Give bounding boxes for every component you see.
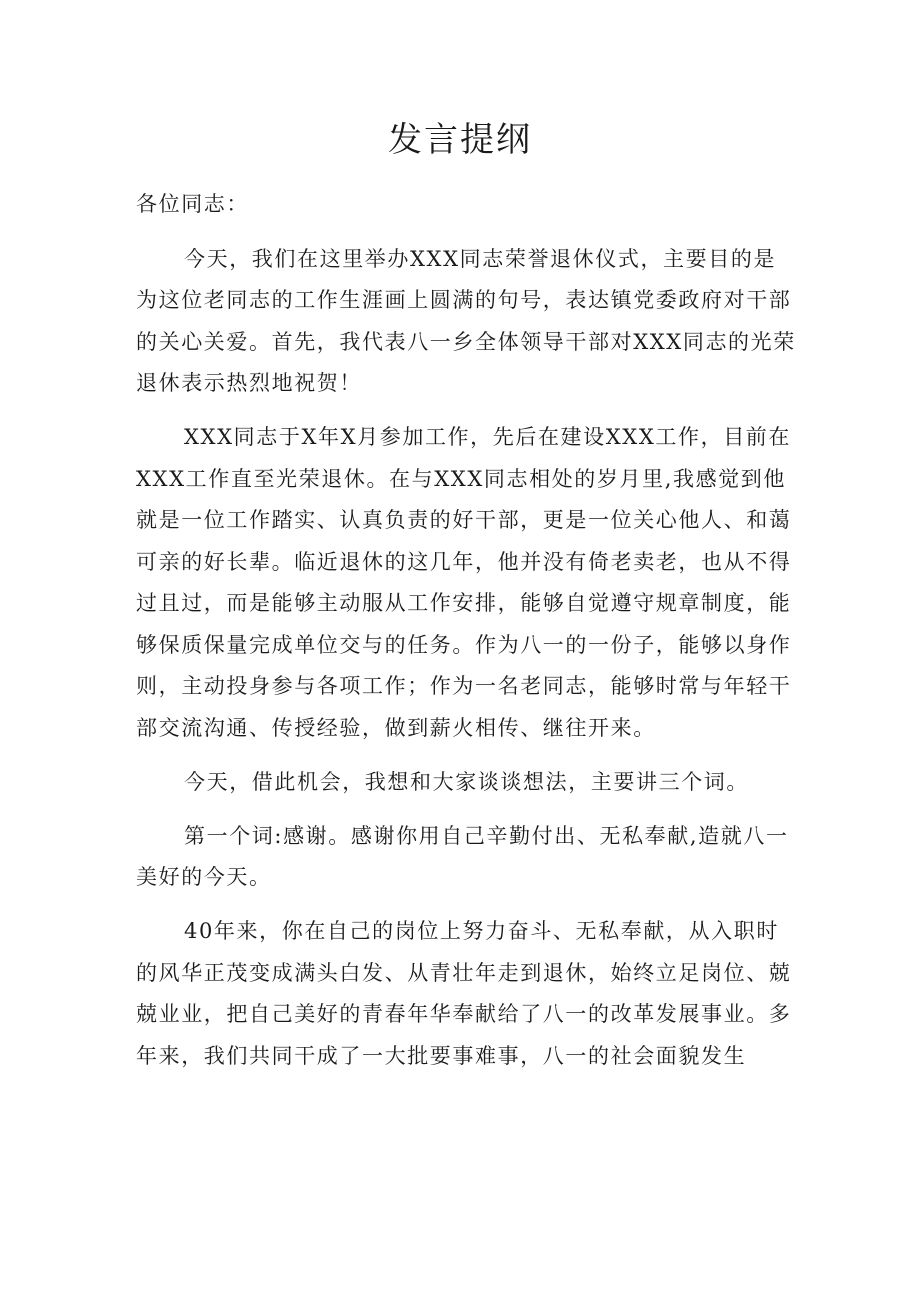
page-title: 发言提纲 (388, 120, 532, 160)
paragraph-background: XXX同志于X年X月参加工作，先后在建设XXX工作，目前在XXX工作直至光荣退休。在与XXX同志相处的岁月里,我感觉到他就是一位工作踏实、认真负责的好干部，更是一位关心他人、和蔼可亲的好长辈。临近退休的这几年，他并没有倚老卖老，也从不得过且过，而是能够主动服从工作安排，能够自觉遵守规章制度，能够保质保量完成单位交与的任务。作为八一的一份子，能够以身作则，主动投身参与各项工作；作为一名老同志，能够时常与年轻干部交流沟通、传授经验，做到薪火相传、继往开来。 (136, 425, 792, 740)
document-body (136, 184, 796, 1090)
paragraph-opening: 今天，我们在这里举办XXX同志荣誉退休仪式，主要目的是为这位老同志的工作生涯画上圆满的句号，表达镇党委政府对干部的关心关爱。首先，我代表八一乡全体领导干部对XXX同志的光荣退休表示热烈地祝贺！ (136, 246, 796, 395)
paragraph-three-words: 今天，借此机会，我想和大家谈谈想法，主要讲三个词。 (184, 769, 749, 794)
salutation: 各位同志： (136, 192, 249, 216)
paragraph-first-word: 第一个词:感谢。感谢你用自己辛勤付出、无私奉献,造就八一美好的今天。 (136, 823, 789, 889)
paragraph-forty-years: 40年来，你在自己的岗位上努力奋斗、无私奉献，从入职时的风华正茂变成满头白发、从青壮年走到退休，始终立足岗位、兢兢业业，把自己美好的青春年华奉献给了八一的改革发展事业。多年来，我们共同干成了一大批要事难事，八一的社会面貌发生 (136, 919, 792, 1068)
